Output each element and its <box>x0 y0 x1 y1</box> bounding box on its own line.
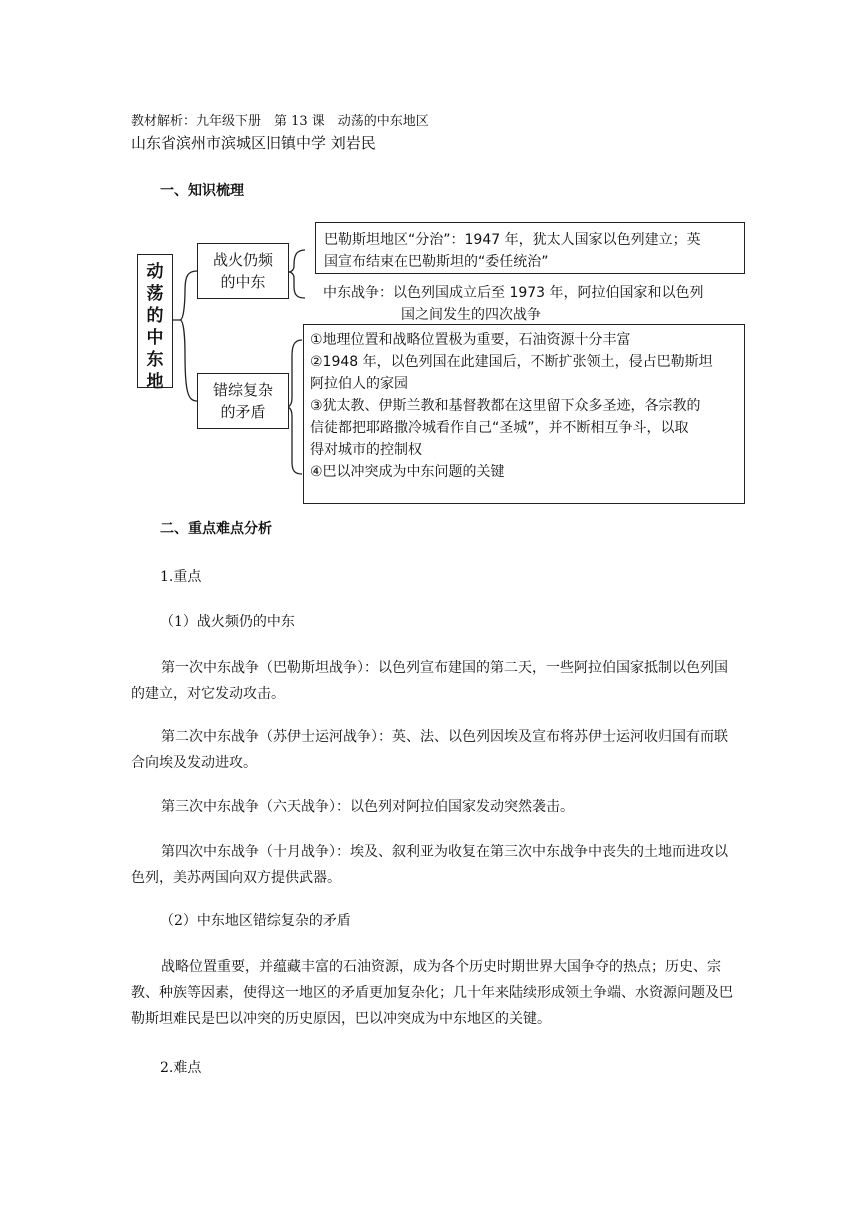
war-paragraph: 第三次中东战争（六天战争）：以色列对阿拉伯国家发动突然袭击。 <box>161 799 574 815</box>
root-char: 地 <box>146 372 164 392</box>
detail-line: ④巴以冲突成为中东问题的关键 <box>310 464 505 480</box>
war-paragraph: 第四次中东战争（十月战争）：埃及、叙利亚为收复在第三次中东战争中丧失的土地而进攻以色列，美苏两国向双方提供武器。 <box>131 844 728 886</box>
detail-line: 阿拉伯人的家园 <box>310 376 408 392</box>
branch-box-wars <box>197 243 289 299</box>
diagram-root-box <box>137 254 173 392</box>
point-2-heading: 2.难点 <box>160 1060 202 1076</box>
branch-box-conflicts <box>197 373 289 429</box>
detail-line: ①地理位置和战略位置极为重要，石油资源十分丰富 <box>310 332 631 348</box>
detail-line: 信徒都把耶路撒冷城看作自己“圣城”，并不断相互争斗，以取 <box>310 420 689 436</box>
author-line: 山东省滨州市滨城区旧镇中学 刘岩民 <box>131 134 376 152</box>
section-2-title: 二、重点难点分析 <box>160 521 272 537</box>
detail-line: 国之间发生的四次战争 <box>401 307 541 323</box>
root-char: 的 <box>146 306 164 326</box>
detail-line: 巴勒斯坦地区“分治”：1947 年，犹太人国家以色列建立；英 <box>324 232 701 248</box>
branch-label-line: 错综复杂 <box>212 381 273 399</box>
detail-line: 得对城市的控制权 <box>310 442 422 458</box>
root-char: 东 <box>146 350 164 370</box>
diagram-root-label <box>138 261 172 393</box>
root-char: 荡 <box>146 284 164 304</box>
war-paragraph: 第一次中东战争（巴勒斯坦战争）：以色列宣布建国的第二天，一些阿拉伯国家抵制以色列国的建立，对它发动攻击。 <box>131 660 728 702</box>
section-1-title: 一、知识梳理 <box>160 183 244 199</box>
subheading-wars: （1）战火频仍的中东 <box>160 614 295 630</box>
subheading-conflicts: （2）中东地区错综复杂的矛盾 <box>160 913 351 929</box>
detail-box-partition <box>315 222 745 274</box>
root-char: 动 <box>146 262 164 282</box>
doc-subtitle: 教材解析：九年级下册 第 13 课 动荡的中东地区 <box>131 114 429 129</box>
branch-label-line: 的矛盾 <box>220 403 266 421</box>
detail-line: ②1948 年，以色列国在此建国后，不断扩张领土，侵占巴勒斯坦 <box>310 354 713 370</box>
conflict-paragraph: 战略位置重要，并蕴藏丰富的石油资源，成为各个历史时期世界大国争夺的热点；历史、宗教、种族等因素，使得这一地区的矛盾更加复杂化；几十年来陆续形成领土争端、水资源问题及巴勒斯坦难民是巴以冲突的历史原因，巴以冲突成为中东地区的关键。 <box>131 959 733 1027</box>
detail-line: ③犹太教、伊斯兰教和基督教都在这里留下众多圣迹，各宗教的 <box>310 398 701 414</box>
point-1-heading: 1.重点 <box>160 569 202 585</box>
branch-label-line: 战火仍频 <box>212 251 273 269</box>
branch-label-line: 的中东 <box>220 273 266 291</box>
detail-box-wars <box>315 276 730 324</box>
root-char: 中 <box>146 328 164 348</box>
detail-box-conflict-reasons <box>303 324 745 504</box>
detail-line: 中东战争：以色列国成立后至 1973 年，阿拉伯国家和以色列 <box>323 285 704 301</box>
war-paragraph: 第二次中东战争（苏伊士运河战争）：英、法、以色列因埃及宣布将苏伊士运河收归国有而联合向埃及发动进攻。 <box>131 729 728 771</box>
detail-line: 国宣布结束在巴勒斯坦的“委任统治” <box>324 254 549 270</box>
